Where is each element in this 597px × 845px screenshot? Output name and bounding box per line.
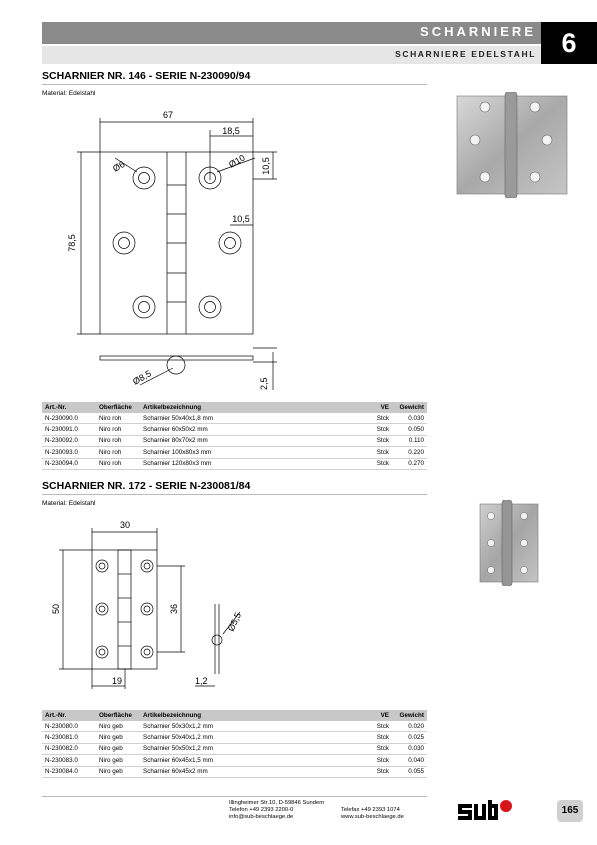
description-cell: Scharnier 50x50x1,2 mm (140, 743, 356, 754)
description-cell: Scharnier 50x30x1,2 mm (140, 721, 356, 732)
ve-cell: Stck (356, 755, 392, 766)
artnr-cell: N-230094.0 (42, 458, 96, 469)
table-row (42, 766, 427, 777)
surface-cell: Niro geb (96, 743, 140, 754)
ve-cell: Stck (356, 458, 392, 469)
description-cell: Scharnier 120x80x3 mm (140, 458, 356, 469)
ve-cell: Stck (356, 447, 392, 458)
footer-rule (42, 796, 427, 797)
table-row (42, 447, 427, 458)
description-cell: Scharnier 50x40x1,2 mm (140, 732, 356, 743)
col-ve: VE (356, 402, 392, 413)
table-row (42, 743, 427, 754)
weight-cell: 0.025 (392, 732, 427, 743)
artnr-cell: N-230090.0 (42, 413, 96, 424)
weight-cell: 0.270 (392, 458, 427, 469)
section2-title: SCHARNIER NR. 172 - SERIE N-230081/84 (42, 480, 251, 492)
col-artnr: Art.-Nr. (42, 402, 96, 413)
col-ve: VE (356, 710, 392, 721)
description-cell: Scharnier 60x45x2 mm (140, 766, 356, 777)
weight-cell: 0.110 (392, 435, 427, 446)
hinge146-photo (455, 92, 570, 198)
footer-address-block (229, 800, 324, 822)
footer-phone: Telefon +49 2393 2200-0 (229, 807, 294, 814)
table-header-row (42, 402, 427, 413)
table-row (42, 435, 427, 446)
col-weight: Gewicht (392, 710, 427, 721)
dim-hole-small: Ø6 (111, 159, 127, 174)
dim-d2: 10,5 (261, 157, 271, 175)
dim2-pin: Ø5,5 (225, 610, 244, 633)
table-row (42, 413, 427, 424)
surface-cell: Niro roh (96, 435, 140, 446)
artnr-cell: N-230084.0 (42, 766, 96, 777)
table-row (42, 755, 427, 766)
artnr-cell: N-230091.0 (42, 424, 96, 435)
section2-table (42, 710, 427, 778)
col-weight: Gewicht (392, 402, 427, 413)
artnr-cell: N-230083.0 (42, 755, 96, 766)
artnr-cell: N-230093.0 (42, 447, 96, 458)
weight-cell: 0.030 (392, 413, 427, 424)
table-row (42, 732, 427, 743)
weight-cell: 0.030 (392, 743, 427, 754)
dim-height: 78,5 (67, 234, 77, 252)
chapter-number: 6 (541, 22, 597, 64)
dim-hole-large: Ø10 (227, 152, 247, 170)
ve-cell: Stck (356, 732, 392, 743)
artnr-cell: N-230092.0 (42, 435, 96, 446)
chapter-subtitle: SCHARNIERE EDELSTAHL (395, 49, 536, 59)
section1-rule (42, 84, 427, 85)
col-artnr: Art.-Nr. (42, 710, 96, 721)
footer-address: Illingheimer Str.10, D-59846 Sundern (229, 800, 325, 806)
hinge172-drawing (45, 514, 265, 694)
surface-cell: Niro geb (96, 755, 140, 766)
description-cell: Scharnier 80x70x2 mm (140, 435, 356, 446)
footer-email[interactable]: info@sub-beschlaege.de (229, 814, 294, 821)
artnr-cell: N-230080.0 (42, 721, 96, 732)
footer-web[interactable]: www.sub-beschlaege.de (341, 814, 404, 821)
weight-cell: 0.220 (392, 447, 427, 458)
artnr-cell: N-230081.0 (42, 732, 96, 743)
ve-cell: Stck (356, 413, 392, 424)
col-description: Artikelbezeichnung (140, 710, 356, 721)
dim-d3: 10,5 (232, 214, 250, 224)
dim2-inner: 36 (169, 603, 179, 615)
dim2-thick: 1,2 (195, 676, 208, 686)
description-cell: Scharnier 100x80x3 mm (140, 447, 356, 458)
ve-cell: Stck (356, 424, 392, 435)
description-cell: Scharnier 60x45x1,5 mm (140, 755, 356, 766)
section2-material: Material: Edelstahl (42, 500, 96, 507)
surface-cell: Niro roh (96, 413, 140, 424)
dim2-height: 50 (51, 603, 61, 615)
col-description: Artikelbezeichnung (140, 402, 356, 413)
table-header-row (42, 710, 427, 721)
dim-width: 67 (162, 110, 174, 120)
table-row (42, 458, 427, 469)
dim-pin: Ø8,5 (131, 368, 153, 387)
page-number: 165 (557, 800, 583, 822)
section1-material: Material: Edelstahl (42, 90, 96, 97)
surface-cell: Niro roh (96, 447, 140, 458)
ve-cell: Stck (356, 766, 392, 777)
description-cell: Scharnier 60x50x2 mm (140, 424, 356, 435)
footer-fax: Telefax +49 2393 1074 (341, 807, 400, 813)
weight-cell: 0.050 (392, 424, 427, 435)
section2-rule (42, 494, 427, 495)
surface-cell: Niro geb (96, 721, 140, 732)
weight-cell: 0.040 (392, 755, 427, 766)
surface-cell: Niro roh (96, 424, 140, 435)
sub-logo (456, 798, 514, 824)
chapter-title: SCHARNIERE (420, 24, 536, 39)
weight-cell: 0.055 (392, 766, 427, 777)
col-surface: Oberfläche (96, 710, 140, 721)
footer-contact-block (341, 807, 404, 821)
description-cell: Scharnier 50x40x1,8 mm (140, 413, 356, 424)
surface-cell: Niro roh (96, 458, 140, 469)
section1-table (42, 402, 427, 470)
ve-cell: Stck (356, 743, 392, 754)
weight-cell: 0.020 (392, 721, 427, 732)
section1-title: SCHARNIER NR. 146 - SERIE N-230090/94 (42, 70, 251, 82)
ve-cell: Stck (356, 435, 392, 446)
hinge172-photo (476, 500, 540, 586)
table-row (42, 721, 427, 732)
artnr-cell: N-230082.0 (42, 743, 96, 754)
dim2-leaf: 19 (111, 676, 123, 686)
ve-cell: Stck (356, 721, 392, 732)
dim2-width: 30 (119, 520, 131, 530)
col-surface: Oberfläche (96, 402, 140, 413)
table-row (42, 424, 427, 435)
hinge146-drawing (55, 100, 295, 400)
surface-cell: Niro geb (96, 732, 140, 743)
dim-thick: 2,5 (259, 377, 269, 390)
surface-cell: Niro geb (96, 766, 140, 777)
dim-d1: 18,5 (222, 126, 240, 136)
